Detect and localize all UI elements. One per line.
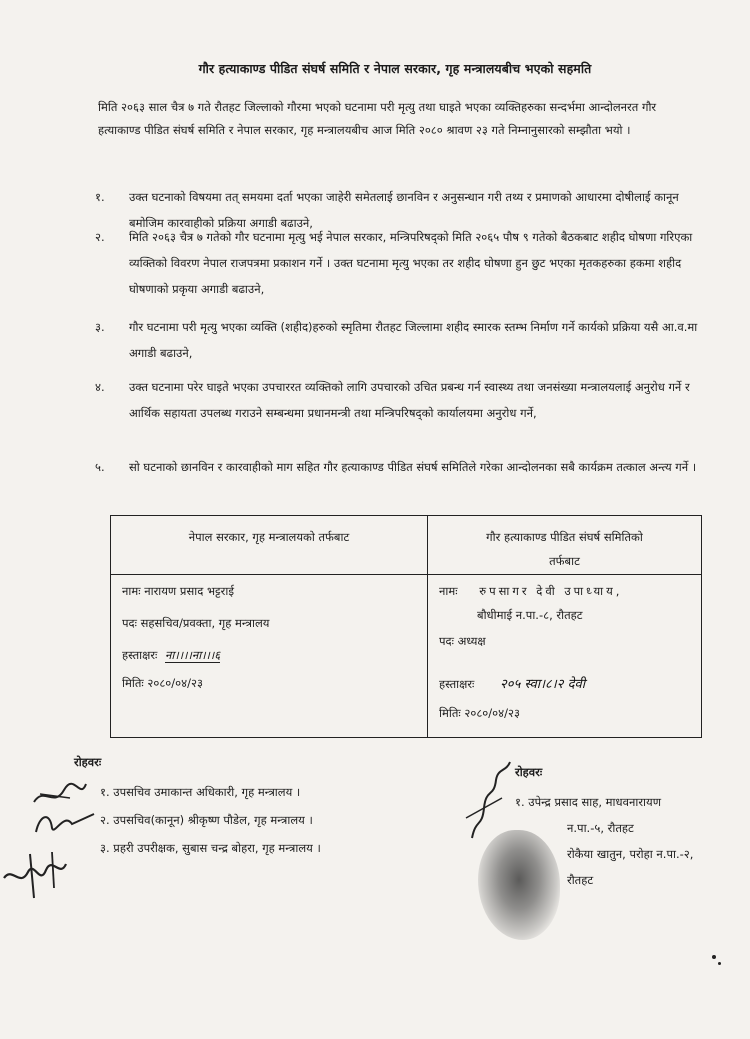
intro-paragraph: मिति २०६३ साल चैत्र ७ गते रौतहट जिल्लाको गौरमा भएको घटनामा परी मृत्यु तथा घाइते भएका व्यक्तिहरुका सन्दर्भमा आन्दोलनरत गौर हत्याकाण्ड पीडित संघर्ष समिति र नेपाल सरकार, गृह मन्त्रालयबीच आज मिति २०८० श्रावण २३ गते निम्नानुसारको सम्झौता भयो ।: [98, 100, 657, 137]
committee-name-label: नामः: [439, 584, 458, 598]
header-committee-line2: तर्फबाट: [549, 554, 580, 568]
header-committee-line1: गौर हत्याकाण्ड पीडित संघर्ष समितिको: [486, 530, 643, 544]
committee-signature-row: [439, 674, 585, 692]
witness-left-item: १. उपसचिव उमाकान्त अधिकारी, गृह मन्त्रालय ।: [100, 785, 301, 799]
ink-speck: [718, 962, 721, 965]
witness-right-line: न.पा.-५, रौतहट: [567, 821, 634, 835]
point-text: गौर घटनामा परी मृत्यु भएका व्यक्ति (शहीद)हरुको स्मृतिमा रौतहट जिल्लामा शहीद स्मारक स्तम्भ निर्माण गर्ने कार्यको प्रक्रिया यसै आ.व.मा अगाडी बढाउने,: [129, 320, 698, 360]
point-3: [95, 314, 705, 366]
point-number: ४.: [95, 380, 105, 394]
point-4: [95, 374, 705, 426]
point-text: मिति २०६३ चैत्र ७ गतेको गौर घटनामा मृत्यु भई नेपाल सरकार, मन्त्रिपरिषद्को मिति २०६५ पौष ९ गतेको बैठकबाट शहीद घोषणा गरिएका व्यक्तिको विवरण नेपाल राजपत्रमा प्रकाशन गर्ने । उक्त घटनामा मृत्यु भएका तर शहीद घोषणा हुन छुट भएका मृतकहरुका हकमा शहीद घोषणाको प्रकृया अगाडी बढाउने,: [129, 230, 693, 296]
gov-date: मितिः २०८०/०४/२३: [122, 676, 203, 690]
government-signatory-cell: [111, 575, 428, 738]
point-text: उक्त घटनाको विषयमा तत् समयमा दर्ता भएका जाहेरी समेतलाई छानविन र अनुसन्धान गरी तथ्य र प्रमाणको आधारमा दोषीलाई कानून बमोजिम कारवाहीको प्रक्रिया अगाडी बढाउने,: [129, 190, 679, 230]
thumbprint-stamp: [478, 830, 560, 940]
witness-right-line: १. उपेन्द्र प्रसाद साह, माधवनारायण: [515, 795, 662, 809]
point-number: २.: [95, 230, 105, 244]
committee-address: बौधीमाई न.पा.-८, रौतहट: [477, 608, 583, 622]
point-text: उक्त घटनामा परेर घाइते भएका उपचाररत व्यक्तिको लागि उपचारको उचित प्रबन्ध गर्न स्वास्थ्य तथा जनसंख्या मन्त्रालयलाई अनुरोध गर्ने र आर्थिक सहायता उपलब्ध गराउने सम्बन्धमा प्रधानमन्त्री तथा मन्त्रिपरिषद्को कार्यालयमा अनुरोध गर्ने,: [129, 380, 690, 420]
committee-signature: २०५ स्वा।८।२ देवी: [500, 677, 586, 692]
witness-right-line: रौतहट: [567, 873, 594, 887]
gov-signature: ना।।।।ना।।।६: [165, 648, 221, 662]
header-committee: [428, 516, 702, 575]
point-text: सो घटनाको छानविन र कारवाहीको माग सहित गौर हत्याकाण्ड पीडित संघर्ष समितिले गरेका आन्दोलनका सबै कार्यक्रम तत्काल अन्त्य गर्ने ।: [129, 460, 697, 474]
committee-signature-label: हस्ताक्षरः: [439, 677, 475, 691]
witness-2-signature: [30, 806, 100, 840]
witness-3-signature: [0, 848, 70, 903]
committee-signatory-cell: [428, 575, 702, 738]
point-number: १.: [95, 190, 105, 204]
committee-name: रुपसागर देवी उपाध्याय,: [479, 584, 623, 598]
point-5: [95, 454, 705, 480]
header-government: नेपाल सरकार, गृह मन्त्रालयको तर्फबाट: [111, 516, 428, 575]
committee-post: पदः अध्यक्ष: [439, 634, 486, 648]
point-2: [95, 224, 705, 302]
witness-left-item: २. उपसचिव(कानून) श्रीकृष्ण पौडेल, गृह मन्त्रालय ।: [100, 813, 313, 827]
gov-signature-row: [122, 648, 220, 663]
document-title: गौर हत्याकाण्ड पीडित संघर्ष समिति र नेपाल सरकार, गृह मन्त्रालयबीच भएको सहमति: [198, 61, 592, 76]
committee-date: मितिः २०८०/०४/२३: [439, 706, 520, 720]
signatory-table: [110, 515, 702, 738]
gov-signature-label: हस्ताक्षरः: [122, 648, 158, 662]
witness-left-item: ३. प्रहरी उपरीक्षक, सुबास चन्द्र बोहरा, गृह मन्त्रालय ।: [100, 841, 321, 855]
committee-name-row: [439, 584, 622, 599]
witness-right-heading: रोहवरः: [515, 765, 543, 779]
gov-post: पदः सहसचिव/प्रवक्ता, गृह मन्त्रालय: [122, 616, 270, 630]
witness-right-line: रोकैया खातुन, परोहा न.पा.-२,: [567, 847, 694, 861]
witness-left-heading: रोहवरः: [74, 755, 102, 769]
point-number: ३.: [95, 320, 105, 334]
point-number: ५.: [95, 460, 105, 474]
ink-speck: [712, 955, 716, 959]
gov-name: नामः नारायण प्रसाद भट्टराई: [122, 584, 234, 598]
